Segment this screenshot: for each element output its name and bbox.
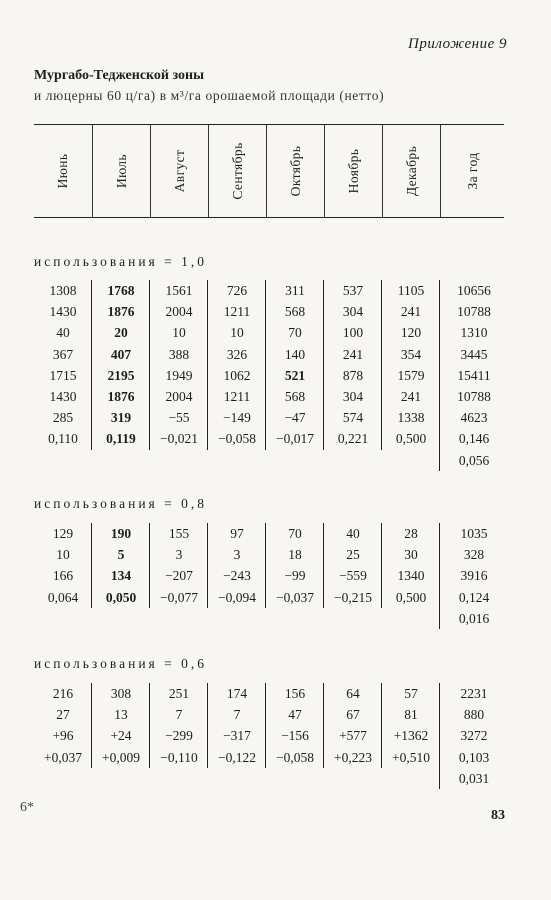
table-cell [150, 768, 208, 789]
table-cell: 57 [404, 686, 418, 701]
table-cell: 5 [117, 547, 125, 563]
table-cell: 311 [285, 283, 305, 298]
table-cell: 0,146 [458, 431, 490, 447]
table-cell: 174 [226, 686, 248, 701]
table-cell: 28 [404, 526, 418, 541]
table-cell: 568 [284, 388, 306, 404]
table-cell: 0,016 [458, 610, 490, 626]
column-divider [207, 523, 208, 608]
table-cell [92, 608, 150, 629]
column-divider [207, 280, 208, 450]
table-cell: 0,031 [458, 770, 490, 786]
table-cell: −0,215 [334, 589, 372, 605]
table-cell: 726 [226, 283, 248, 298]
table-cell: −559 [339, 568, 367, 584]
table-cell [34, 768, 92, 789]
table-cell: 155 [168, 526, 190, 541]
table-cell: 1949 [165, 367, 193, 383]
column-header-november: Ноябрь [324, 125, 383, 217]
column-divider [323, 523, 324, 608]
section-block-1 [34, 280, 504, 471]
table-cell: −149 [223, 410, 251, 426]
table-cell: 10 [56, 547, 70, 563]
table-cell: 27 [56, 707, 70, 723]
table-cell: −317 [223, 728, 251, 744]
table-row [34, 344, 504, 365]
table-cell: 241 [342, 346, 364, 362]
table-row [34, 365, 504, 386]
table-row [34, 301, 504, 322]
table-cell: 0,056 [458, 452, 490, 468]
table-cell: −99 [284, 568, 306, 584]
column-divider [381, 280, 382, 450]
table-row [34, 322, 504, 343]
table-cell: +0,510 [392, 749, 430, 765]
column-divider [439, 683, 440, 789]
table-cell [324, 768, 382, 789]
column-divider [149, 280, 150, 450]
table-cell: +96 [52, 728, 74, 744]
table-cell: 241 [400, 388, 422, 404]
table-cell: −0,017 [276, 431, 314, 447]
table-cell: 81 [404, 707, 418, 723]
table-title: Мургабо-Тедженской зоны [34, 68, 205, 83]
table-cell: −0,094 [218, 589, 256, 605]
column-divider [207, 683, 208, 768]
table-cell: 308 [110, 686, 132, 701]
column-header-september: Сентябрь [208, 125, 267, 217]
table-cell: 7 [175, 707, 183, 723]
table-row [34, 587, 504, 608]
table-cell: 1430 [49, 304, 77, 320]
table-cell: 129 [52, 526, 74, 541]
table-cell: 0,110 [48, 431, 78, 447]
table-cell: 0,221 [337, 431, 369, 447]
table-cell: 1338 [397, 410, 425, 426]
table-row [34, 747, 504, 768]
table-cell: 67 [346, 707, 360, 723]
table-cell: 241 [400, 304, 422, 320]
table-row [34, 386, 504, 407]
table-cell [382, 768, 440, 789]
table-cell: 304 [342, 388, 364, 404]
column-divider [323, 683, 324, 768]
table-cell: −0,058 [276, 749, 314, 765]
column-header-october: Октябрь [266, 125, 325, 217]
table-cell: 326 [226, 346, 248, 362]
table-cell: 156 [284, 686, 306, 701]
table-cell: 3 [175, 547, 183, 563]
table-cell: 216 [52, 686, 74, 701]
table-row [34, 608, 504, 629]
table-cell: 407 [110, 346, 132, 362]
column-divider [381, 523, 382, 608]
column-divider [149, 683, 150, 768]
table-cell: 537 [342, 283, 364, 298]
table-cell: 120 [400, 325, 422, 341]
table-cell: 40 [346, 526, 360, 541]
table-cell [266, 608, 324, 629]
footer-mark: 6* [20, 800, 34, 815]
table-cell: 0,119 [106, 431, 136, 447]
table-cell: −156 [281, 728, 309, 744]
table-cell: 10788 [457, 304, 491, 320]
table-cell: 0,064 [47, 589, 79, 605]
table-cell: +0,037 [44, 749, 82, 765]
table-cell: 1876 [107, 388, 135, 404]
table-cell: +577 [339, 728, 367, 744]
table-cell: 878 [342, 367, 364, 383]
table-cell: 47 [288, 707, 302, 723]
table-cell: 10788 [457, 388, 491, 404]
table-cell [266, 450, 324, 471]
column-divider [149, 523, 150, 608]
table-cell: −0,077 [160, 589, 198, 605]
column-divider [439, 523, 440, 629]
table-cell: 20 [114, 325, 128, 341]
table-cell: 0,050 [105, 589, 137, 605]
table-cell: 304 [342, 304, 364, 320]
table-cell: 880 [463, 707, 485, 723]
table-cell: 388 [168, 346, 190, 362]
table-cell: 1211 [223, 304, 251, 320]
table-cell [382, 608, 440, 629]
table-cell: 1062 [223, 367, 251, 383]
table-row [34, 450, 504, 471]
table-cell [208, 608, 266, 629]
table-cell: 97 [230, 526, 244, 541]
table-cell: −207 [165, 568, 193, 584]
table-cell: −299 [165, 728, 193, 744]
column-header-july: Июль [92, 125, 151, 217]
column-header-june: Июнь [55, 153, 70, 189]
table-cell: 328 [463, 547, 485, 563]
table-cell: 367 [52, 346, 74, 362]
table-cell: 3445 [460, 346, 488, 362]
table-cell: 1561 [165, 283, 193, 298]
table-cell: −0,110 [160, 749, 198, 765]
table-cell: 568 [284, 304, 306, 320]
table-cell: 1715 [49, 367, 77, 383]
column-header-december: Декабрь [382, 125, 441, 217]
column-header-year: За год [440, 125, 505, 217]
table-row [34, 544, 504, 565]
table-cell [92, 768, 150, 789]
table-cell: 251 [168, 686, 190, 701]
column-divider [439, 280, 440, 471]
table-cell: 1310 [460, 325, 488, 341]
section-block-2 [34, 523, 504, 629]
column-divider [91, 683, 92, 768]
table-row [34, 523, 504, 544]
table-cell: 1211 [223, 388, 251, 404]
table-cell: 1035 [460, 526, 488, 541]
table-cell [34, 608, 92, 629]
table-row [34, 683, 504, 704]
column-divider [265, 683, 266, 768]
table-cell: 70 [288, 325, 302, 341]
table-cell: 140 [284, 346, 306, 362]
table-cell: 2195 [107, 367, 135, 383]
table-cell [382, 450, 440, 471]
table-cell: 10 [172, 325, 186, 341]
column-divider [265, 523, 266, 608]
table-cell: −243 [223, 568, 251, 584]
table-cell: 1340 [397, 568, 425, 584]
table-cell: −0,037 [276, 589, 314, 605]
table-cell [92, 450, 150, 471]
table-cell: +24 [110, 728, 132, 744]
column-header-august: Август [150, 125, 209, 217]
table-cell: 190 [110, 526, 132, 541]
table-subtitle: и люцерны 60 ц/га) в м³/га орошаемой площади (нетто) [34, 88, 385, 103]
table-cell: 2004 [165, 304, 193, 320]
table-cell: 1876 [107, 304, 135, 320]
table-cell: 2004 [165, 388, 193, 404]
table-cell: 0,103 [458, 749, 490, 765]
section-label-2: использования = 0,8 [34, 496, 207, 511]
table-row [34, 280, 504, 301]
table-cell [208, 768, 266, 789]
page-number: 83 [491, 808, 505, 823]
table-header [34, 124, 504, 218]
table-cell: +1362 [393, 728, 429, 744]
table-cell: 134 [110, 568, 132, 584]
table-cell: 2231 [460, 686, 488, 701]
table-cell: 15411 [457, 367, 491, 383]
table-cell [150, 608, 208, 629]
table-cell: 25 [346, 547, 360, 563]
table-row [34, 565, 504, 586]
section-block-3 [34, 683, 504, 789]
table-cell: 1430 [49, 388, 77, 404]
table-cell: 40 [56, 325, 70, 341]
table-cell: 354 [400, 346, 422, 362]
section-label-1: использования = 1,0 [34, 254, 207, 269]
table-cell [208, 450, 266, 471]
table-cell [34, 450, 92, 471]
table-cell: +0,009 [102, 749, 140, 765]
table-row [34, 725, 504, 746]
table-cell [324, 450, 382, 471]
appendix-label: Приложение 9 [408, 36, 507, 52]
table-cell: 0,124 [458, 589, 490, 605]
table-cell: 4623 [460, 410, 488, 426]
table-cell: 1579 [397, 367, 425, 383]
column-divider [323, 280, 324, 450]
table-cell: 70 [288, 526, 302, 541]
column-divider [91, 523, 92, 608]
table-cell [324, 608, 382, 629]
table-cell: 574 [342, 410, 364, 426]
table-cell: −0,122 [218, 749, 256, 765]
table-cell: 64 [346, 686, 360, 701]
table-cell: −0,021 [160, 431, 198, 447]
table-cell: 3 [233, 547, 241, 563]
column-divider [381, 683, 382, 768]
table-cell: 7 [233, 707, 241, 723]
section-label-3: использования = 0,6 [34, 656, 207, 671]
table-cell: −55 [168, 410, 190, 426]
table-row [34, 407, 504, 428]
table-row [34, 768, 504, 789]
table-cell: 13 [114, 707, 128, 723]
table-cell [150, 450, 208, 471]
table-cell: 0,500 [395, 589, 427, 605]
table-cell: 319 [110, 410, 132, 426]
table-cell: 30 [404, 547, 418, 563]
table-row [34, 704, 504, 725]
table-cell: 3272 [460, 728, 488, 744]
table-cell: 521 [284, 367, 306, 383]
table-cell: −47 [284, 410, 306, 426]
table-cell: 10 [230, 325, 244, 341]
table-cell: +0,223 [334, 749, 372, 765]
table-cell: 18 [288, 547, 302, 563]
column-divider [265, 280, 266, 450]
table-cell: 100 [342, 325, 364, 341]
table-cell: −0,058 [218, 431, 256, 447]
table-cell: 3916 [460, 568, 488, 584]
table-cell: 166 [52, 568, 74, 584]
table-cell [266, 768, 324, 789]
table-row [34, 428, 504, 449]
table-cell: 1308 [49, 283, 77, 298]
table-cell: 1105 [397, 283, 425, 298]
column-divider [91, 280, 92, 450]
table-cell: 0,500 [395, 431, 427, 447]
table-cell: 285 [52, 410, 74, 426]
table-cell: 1768 [107, 283, 135, 298]
table-cell: 10656 [457, 283, 491, 298]
